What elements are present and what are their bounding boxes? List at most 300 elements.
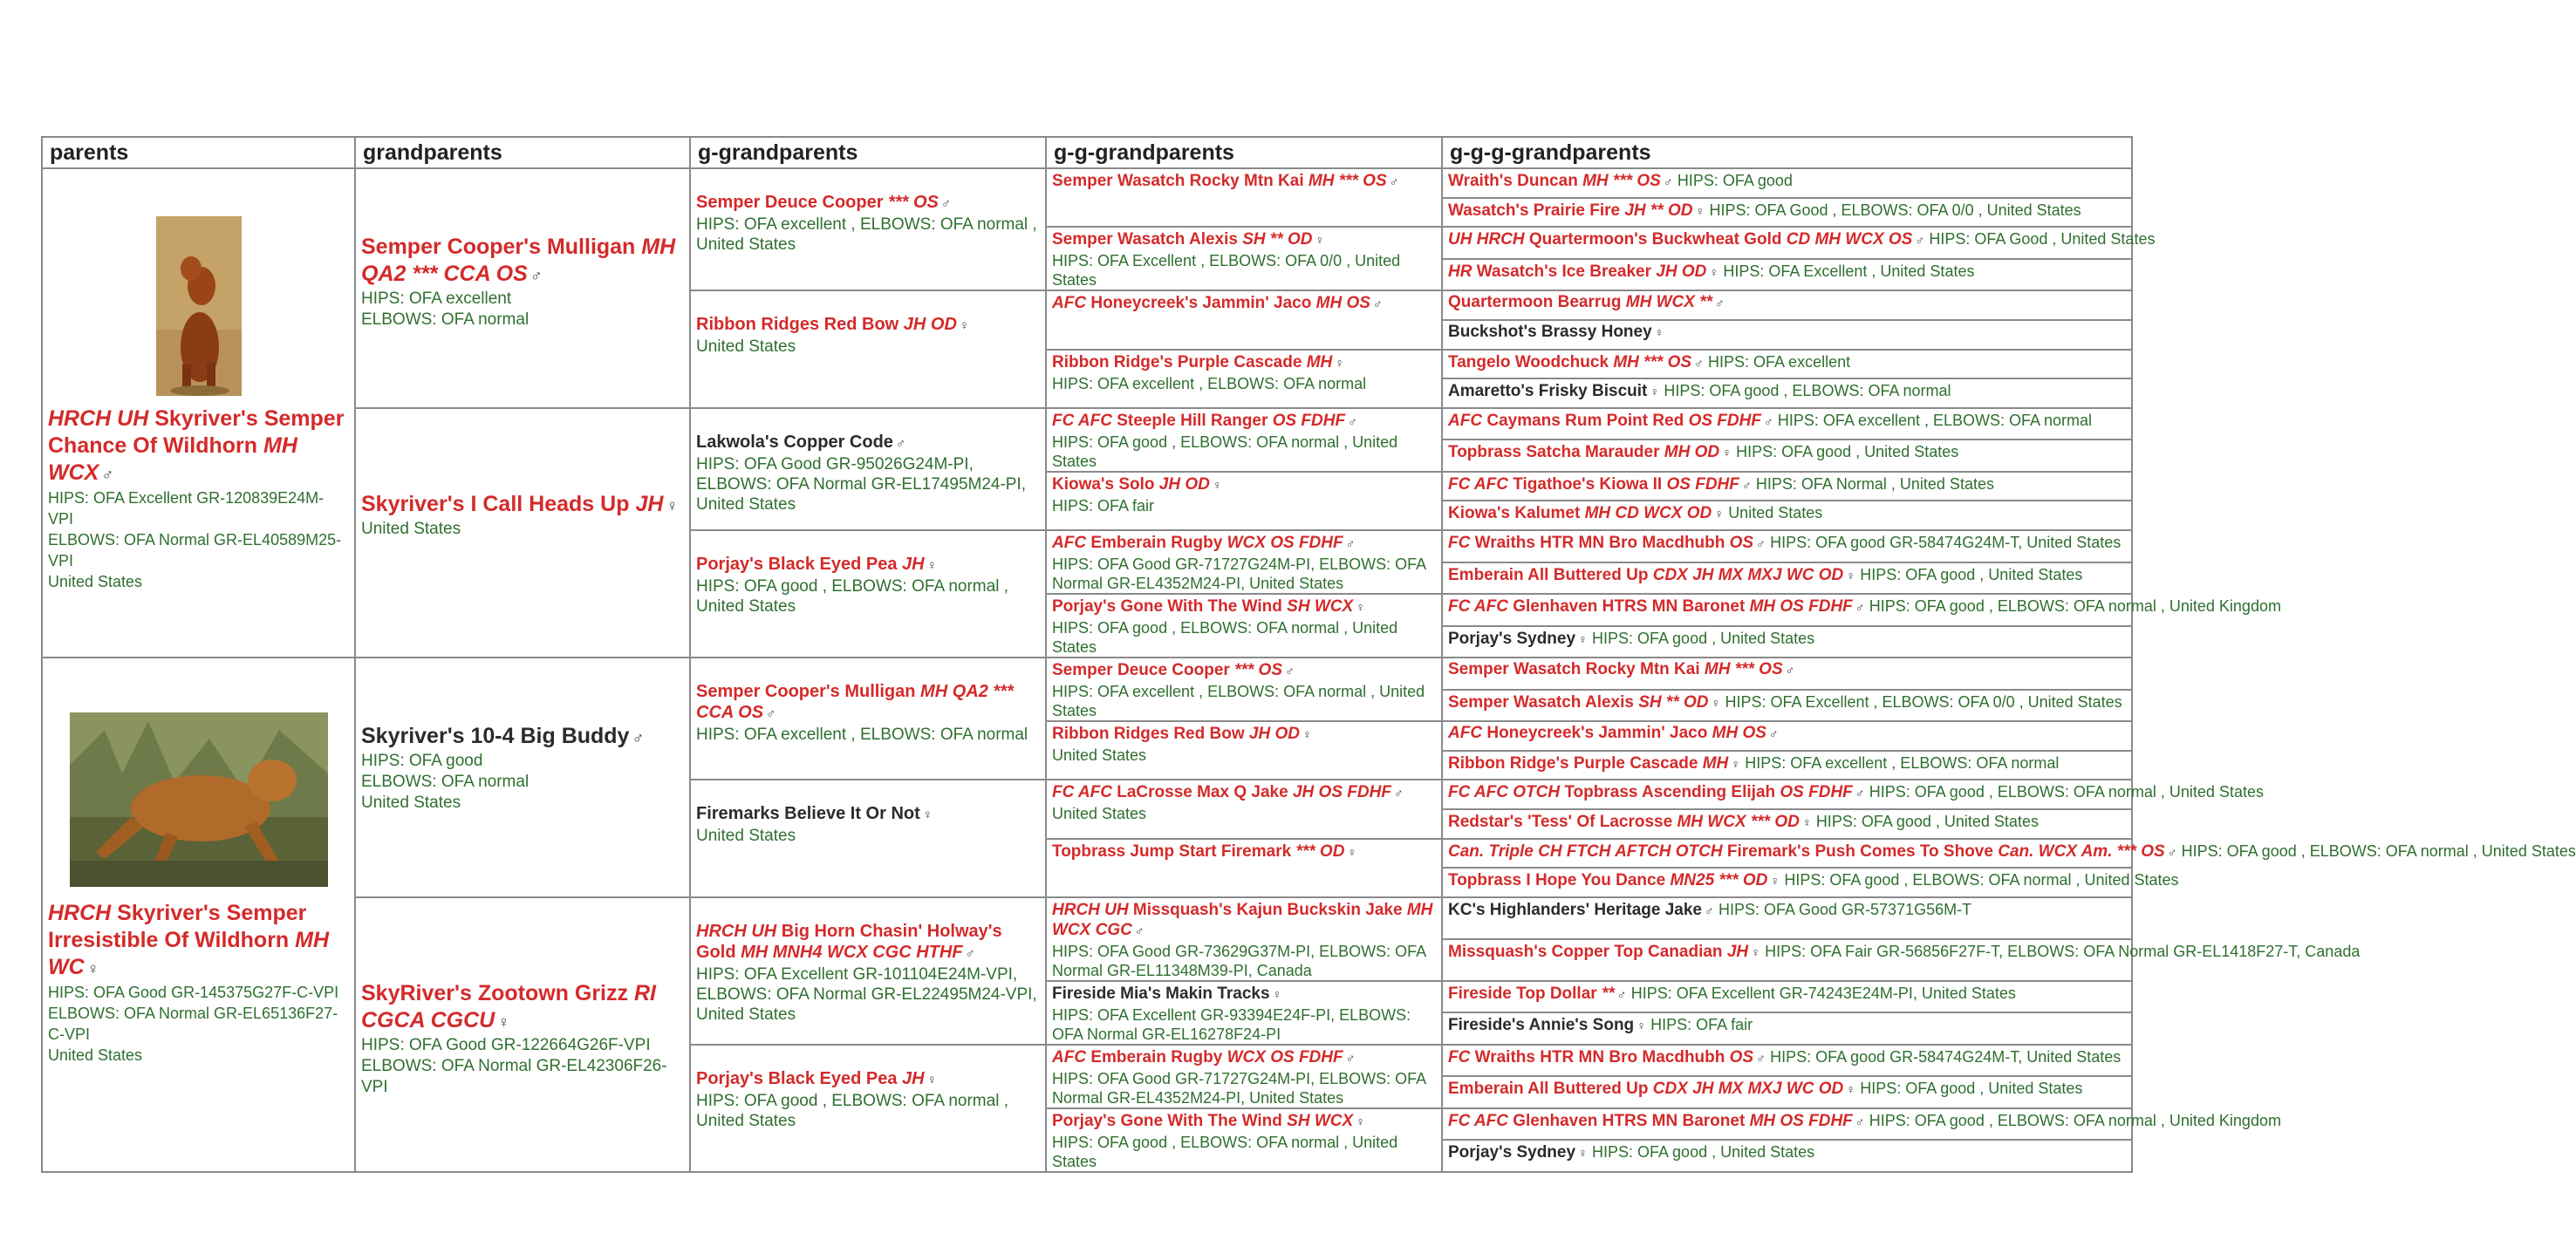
dog-health-info: HIPS: OFA Excellent , ELBOWS: OFA 0/0 , United States xyxy=(1725,692,2122,711)
g-g-g-grandparent-cell xyxy=(1442,939,2361,981)
dog-suffix: OS FDHF xyxy=(1780,783,1853,802)
dog-name[interactable]: Wasatch's Prairie Fire xyxy=(1448,201,1621,220)
dog-name[interactable]: Missquash's Kajun Buckskin Jake xyxy=(1132,900,1403,919)
dog-health-info: HIPS: OFA excellent , ELBOWS: OFA normal xyxy=(1745,753,2060,772)
sex-icon: ♂ xyxy=(1855,787,1865,801)
g-g-g-grandparent-cell xyxy=(1442,350,2132,379)
dog-titles: FC AFC xyxy=(1052,783,1112,802)
dog-health-info: HIPS: OFA Good GR-122664G26F-VPI xyxy=(361,1035,651,1054)
g-g-g-grandparent-cell xyxy=(1442,259,2132,291)
c5-dog xyxy=(1443,351,2131,373)
pedigree-row xyxy=(42,897,2132,939)
dog-health-info: HIPS: OFA excellent , ELBOWS: OFA normal , United States xyxy=(696,215,1037,254)
sex-icon: ♂ xyxy=(1616,987,1627,1002)
grandparent-cell xyxy=(355,897,690,1172)
dog-health-info: United States xyxy=(361,519,461,538)
dog-name[interactable]: Honeycreek's Jammin' Jaco xyxy=(1486,724,1708,742)
dog-health-info: United States xyxy=(696,827,796,846)
dog-suffix: JH xyxy=(902,555,925,574)
g-g-g-grandparent-cell xyxy=(1442,780,2264,809)
dog-suffix: SH WCX xyxy=(1287,597,1354,616)
pedigree-row xyxy=(42,168,2132,198)
dog-name[interactable]: Semper Wasatch Alexis xyxy=(1052,230,1238,249)
dog-suffix: JH xyxy=(635,491,664,516)
dog-suffix: MH *** OS xyxy=(1613,352,1692,371)
dog-name-line xyxy=(1052,353,1344,371)
g-g-grandparent-cell xyxy=(1046,530,1442,594)
dog-suffix: JH OD xyxy=(903,315,957,335)
dog-name[interactable]: Firemarks Believe It Or Not xyxy=(696,804,920,824)
dog-health-info: HIPS: OFA Excellent GR-93394E24F-PI, ELBOWS: OFA Normal GR-EL16278F24-PI xyxy=(1052,1005,1411,1043)
dog-health-info: HIPS: OFA good , United States xyxy=(1736,443,1959,461)
g-grandparent-cell xyxy=(690,780,1046,897)
header-g-g-grandparents: g-g-grandparents xyxy=(1046,137,1442,168)
dog-name[interactable]: Porjay's Sydney xyxy=(1448,1143,1576,1162)
dog-name-line xyxy=(1448,262,1718,281)
dog-name[interactable]: Semper Deuce Cooper xyxy=(1052,661,1230,679)
sex-icon: ♀ xyxy=(1347,845,1357,860)
dog-health-info: HIPS: OFA fair xyxy=(1052,496,1155,514)
c4-dog xyxy=(1047,658,1441,720)
sex-icon: ♂ xyxy=(1389,175,1399,189)
dog-health-info: United States xyxy=(361,794,461,812)
c4-dog xyxy=(1047,531,1441,593)
dog-name[interactable]: Skyriver's 10-4 Big Buddy xyxy=(361,724,630,748)
sex-icon: ♀ xyxy=(1846,1083,1855,1098)
dog-name[interactable]: Wasatch's Ice Breaker xyxy=(1476,262,1651,281)
dog-health-info: United States xyxy=(1728,504,1823,522)
dog-health-info: ELBOWS: OFA normal xyxy=(361,773,530,791)
g-grandparent-cell xyxy=(690,1045,1046,1172)
dog-name[interactable]: Wraiths HTR MN Bro Macdhubh xyxy=(1474,1047,1725,1066)
sex-icon: ♂ xyxy=(632,728,645,746)
dog-suffix: MH *** OS xyxy=(1582,172,1661,190)
dog-titles: HRCH UH xyxy=(1052,900,1129,919)
dog-name[interactable]: Missquash's Copper Top Canadian xyxy=(1448,942,1723,961)
dog-titles: FC AFC xyxy=(1448,1111,1508,1130)
c5-dog xyxy=(1443,291,2131,313)
dog-name-line xyxy=(1052,725,1312,743)
dog-name-line xyxy=(1448,566,1855,584)
dog-name-line xyxy=(1448,783,1864,801)
g-g-g-grandparent-cell xyxy=(1442,1012,2132,1045)
dog-name-line xyxy=(1052,661,1295,679)
c3-dog xyxy=(691,531,1045,617)
c5-dog xyxy=(1443,722,2131,744)
dog-name[interactable]: Steeple Hill Ranger xyxy=(1117,411,1268,430)
dog-health-info: ELBOWS: OFA Normal GR-EL40589M25-VPI xyxy=(48,531,342,569)
dog-name-line xyxy=(1052,534,1355,552)
g-grandparent-cell xyxy=(690,408,1046,530)
dog-name[interactable]: Semper Wasatch Rocky Mtn Kai xyxy=(1052,172,1304,190)
c5-dog xyxy=(1443,1141,2131,1163)
dog-name-line xyxy=(1448,842,2176,861)
grandparent-cell xyxy=(355,658,690,897)
dog-suffix: CDX JH MX MXJ WC OD xyxy=(1652,1080,1844,1099)
dog-suffix: CDX JH MX MXJ WC OD xyxy=(1652,565,1844,584)
g-g-grandparent-cell xyxy=(1046,408,1442,472)
dog-suffix: RI CGCA CGCU xyxy=(361,980,656,1032)
pedigree-table xyxy=(41,136,2576,1173)
dog-name-line xyxy=(1448,754,1740,773)
dog-suffix: JH OS FDHF xyxy=(1292,783,1391,802)
dog-name[interactable]: Emberain All Buttered Up xyxy=(1448,565,1649,584)
dog-health-info: HIPS: OFA good GR-58474G24M-T, United States xyxy=(1770,1047,2122,1066)
c5-dog xyxy=(1443,982,2131,1005)
dog-name-line xyxy=(1448,201,1705,220)
g-g-grandparent-cell xyxy=(1046,350,1442,408)
g-g-g-grandparent-cell xyxy=(1442,1140,2132,1172)
dog-name[interactable]: Skyriver's Semper Chance Of Wildhorn xyxy=(48,406,345,458)
dog-health-info: HIPS: OFA Good GR-73629G37M-PI, ELBOWS: OFA Normal GR-EL11348M39-PI, Canada xyxy=(1052,942,1426,979)
dog-name[interactable]: Porjay's Gone With The Wind xyxy=(1052,1111,1282,1130)
dog-name[interactable]: Quartermoon's Buckwheat Gold xyxy=(1528,230,1782,249)
sex-icon: ♂ xyxy=(1741,478,1752,493)
dog-name-line xyxy=(696,555,937,574)
g-g-g-grandparent-cell xyxy=(1442,530,2132,562)
dog-health-info: HIPS: OFA excellent , ELBOWS: OFA normal , United States xyxy=(1052,683,1425,719)
sex-icon: ♂ xyxy=(1694,356,1704,371)
dog-titles: HR xyxy=(1448,262,1472,281)
c5-dog xyxy=(1443,1046,2131,1068)
sex-icon: ♂ xyxy=(965,945,975,961)
dog-suffix: *** OS xyxy=(1234,661,1282,679)
dog-suffix: OS xyxy=(1729,1047,1754,1066)
g-g-g-grandparent-cell xyxy=(1442,690,2132,722)
dog-titles: AFC xyxy=(1052,294,1087,313)
dog-suffix: OS FDHF xyxy=(1688,411,1761,430)
c5-dog xyxy=(1443,691,2131,713)
sex-icon: ♂ xyxy=(766,706,776,721)
c5-dog xyxy=(1443,1077,2131,1100)
dog-name[interactable]: Porjay's Black Eyed Pea xyxy=(696,1068,898,1088)
dog-name-line xyxy=(1448,871,1780,889)
dog-health-info: HIPS: OFA good xyxy=(1677,172,1793,189)
c5-dog xyxy=(1443,563,2131,586)
dog-name[interactable]: Ribbon Ridge's Purple Cascade xyxy=(1052,352,1302,371)
dog-name[interactable]: Kiowa's Solo xyxy=(1052,474,1155,494)
grandparent-cell xyxy=(355,168,690,408)
dog-titles: HRCH xyxy=(48,901,112,925)
dog-name[interactable]: Porjay's Sydney xyxy=(1448,629,1576,648)
dog-name[interactable]: Big Horn Chasin' Holway's Gold xyxy=(696,921,1002,962)
dog-health-info: HIPS: OFA good , ELBOWS: OFA normal , United States xyxy=(1784,871,2179,889)
dog-name[interactable]: Redstar's 'Tess' Of Lacrosse xyxy=(1448,812,1673,831)
sex-icon: ♀ xyxy=(926,1072,937,1087)
dog-health-info: HIPS: OFA good , ELBOWS: OFA normal , United Kingdom xyxy=(1869,597,2281,615)
g-grandparent-cell xyxy=(690,168,1046,290)
g-g-grandparent-cell xyxy=(1046,227,1442,290)
sex-icon: ♂ xyxy=(1763,414,1773,429)
c5-dog xyxy=(1443,780,2264,803)
c5-dog xyxy=(1443,810,2131,833)
dog-health-info: HIPS: OFA Good GR-71727G24M-PI, ELBOWS: OFA Normal GR-EL4352M24-PI, United States xyxy=(1052,555,1426,592)
c4-dog xyxy=(1047,228,1441,290)
c2-dog xyxy=(356,898,689,1098)
header-grandparents: grandparents xyxy=(355,137,690,168)
g-g-g-grandparent-cell xyxy=(1442,378,2132,408)
dog-titles: AFC xyxy=(1052,1047,1087,1066)
dog-name[interactable]: Semper Cooper's Mulligan xyxy=(696,682,916,701)
g-g-g-grandparent-cell xyxy=(1442,290,2132,320)
c3-dog xyxy=(691,409,1045,514)
dog-name-line xyxy=(361,492,678,516)
sex-icon: ♀ xyxy=(1578,632,1588,647)
c5-dog xyxy=(1443,595,2281,617)
dog-health-info: HIPS: OFA good , ELBOWS: OFA normal , United States xyxy=(1052,619,1398,656)
dog-name[interactable]: Emberain Rugby xyxy=(1090,1047,1223,1066)
c5-dog xyxy=(1443,501,2131,524)
dog-health-info: HIPS: OFA good , United States xyxy=(1592,1143,1815,1162)
dog-name-line xyxy=(1448,382,1659,400)
c2-dog xyxy=(356,169,689,330)
c5-dog xyxy=(1443,199,2131,221)
dog-suffix: SH ** OD xyxy=(1242,230,1313,249)
dog-name-line xyxy=(361,981,656,1032)
dog-name[interactable]: Glenhaven HTRS MN Baronet xyxy=(1513,1111,1746,1130)
g-g-g-grandparent-cell xyxy=(1442,839,2576,869)
dog-name[interactable]: Topbrass I Hope You Dance xyxy=(1448,871,1666,890)
c4-dog xyxy=(1047,722,1441,765)
sex-icon: ♂ xyxy=(1285,664,1295,678)
dog-suffix: MH WCX CGC xyxy=(1052,900,1433,939)
dog-name[interactable]: Semper Wasatch Rocky Mtn Kai xyxy=(1448,660,1700,678)
c1-dog xyxy=(43,897,354,1066)
sex-icon: ♂ xyxy=(530,266,543,284)
sex-icon: ♂ xyxy=(1663,175,1673,189)
g-g-g-grandparent-cell xyxy=(1442,868,2179,897)
dog-name-line xyxy=(1448,901,1714,919)
dog-name-line xyxy=(48,406,344,485)
g-g-g-grandparent-cell xyxy=(1442,981,2132,1013)
dog-name-line xyxy=(1052,412,1357,430)
g-g-g-grandparent-cell xyxy=(1442,320,2132,350)
dog-name[interactable]: Skyriver's I Call Heads Up xyxy=(361,491,630,516)
dog-name[interactable]: Quartermoon Bearrug xyxy=(1448,293,1622,312)
dog-name[interactable]: Fireside Mia's Makin Tracks xyxy=(1052,984,1270,1003)
dog-suffix: OS FDHF xyxy=(1272,411,1346,430)
dog-name-line xyxy=(1448,323,1664,341)
dog-name[interactable]: Tangelo Woodchuck xyxy=(1448,352,1609,371)
c3-dog xyxy=(691,291,1045,357)
dog-name-line xyxy=(1448,943,1760,961)
dog-suffix: MH xyxy=(1702,753,1729,773)
c5-dog xyxy=(1443,869,2179,891)
dog-name[interactable]: Amaretto's Frisky Biscuit xyxy=(1448,382,1648,401)
dog-health-info: HIPS: OFA excellent xyxy=(1708,352,1851,371)
g-g-g-grandparent-cell xyxy=(1442,562,2132,595)
c5-dog xyxy=(1443,940,2361,963)
sex-icon: ♂ xyxy=(1393,787,1404,801)
c4-dog xyxy=(1047,1046,1441,1107)
dog-name[interactable]: Wraiths HTR MN Bro Macdhubh xyxy=(1474,534,1725,552)
dog-suffix: MH *** OS xyxy=(1308,172,1387,190)
dog-name-line xyxy=(1448,534,1766,552)
dog-name[interactable]: SkyRiver's Zootown Grizz xyxy=(361,980,629,1005)
dog-name[interactable]: Firemark's Push Comes To Shove xyxy=(1726,842,1993,861)
dog-name[interactable]: Fireside Top Dollar xyxy=(1448,984,1597,1003)
dog-name-line xyxy=(1052,597,1365,616)
c3-dog xyxy=(691,780,1045,846)
dog-name[interactable]: Porjay's Gone With The Wind xyxy=(1052,597,1282,616)
dog-name-line xyxy=(696,433,905,452)
g-g-g-grandparent-cell xyxy=(1442,472,2132,501)
c5-dog xyxy=(1443,898,2131,921)
g-g-grandparent-cell xyxy=(1046,839,1442,897)
dog-name-line xyxy=(696,1069,937,1088)
dog-health-info: HIPS: OFA Good GR-95026G24M-PI, ELBOWS: OFA Normal GR-EL17495M24-PI, United States xyxy=(696,454,1027,514)
dog-name-line xyxy=(1448,660,1794,678)
c2-dog xyxy=(356,658,689,814)
dog-name-line xyxy=(696,193,951,212)
dog-name-line xyxy=(696,682,1014,722)
g-g-g-grandparent-cell xyxy=(1442,809,2132,839)
dog-name[interactable]: Tigathoe's Kiowa II xyxy=(1513,474,1663,494)
sex-icon: ♂ xyxy=(1855,1114,1865,1129)
g-grandparent-cell xyxy=(690,290,1046,408)
dog-name[interactable]: Semper Deuce Cooper xyxy=(696,193,884,212)
dog-name[interactable]: Fireside's Annie's Song xyxy=(1448,1016,1635,1035)
sex-icon: ♀ xyxy=(497,1012,510,1031)
dog-health-info: HIPS: OFA Excellent GR-120839E24M-VPI xyxy=(48,489,325,528)
dog-name[interactable]: Honeycreek's Jammin' Jaco xyxy=(1090,294,1312,313)
g-g-g-grandparent-cell xyxy=(1442,198,2132,228)
dog-name[interactable]: Lakwola's Copper Code xyxy=(696,432,893,452)
g-grandparent-cell xyxy=(690,530,1046,658)
dog-health-info: United States xyxy=(48,1046,143,1064)
g-g-grandparent-cell xyxy=(1046,1108,1442,1172)
dog-name[interactable]: Ribbon Ridges Red Bow xyxy=(696,315,899,335)
dog-suffix: MH WCX xyxy=(48,433,297,485)
sex-icon: ♂ xyxy=(940,196,952,211)
c4-dog xyxy=(1047,291,1441,315)
dog-health-info: HIPS: OFA excellent , ELBOWS: OFA normal xyxy=(1052,374,1367,392)
dog-suffix: MH CD WCX OD xyxy=(1584,504,1712,523)
g-g-g-grandparent-cell xyxy=(1442,751,2132,780)
dog-titles: FC AFC xyxy=(1052,411,1112,430)
sex-icon: ♂ xyxy=(1756,1051,1766,1066)
dog-suffix: MH WCX ** xyxy=(1625,293,1712,312)
dog-suffix: MH OS FDHF xyxy=(1749,1111,1853,1130)
dog-name[interactable]: Porjay's Black Eyed Pea xyxy=(696,555,898,574)
sex-icon: ♂ xyxy=(101,465,114,483)
dog-suffix: WCX OS FDHF xyxy=(1227,1047,1343,1066)
g-g-g-grandparent-cell xyxy=(1442,440,2132,472)
g-g-g-grandparent-cell xyxy=(1442,658,2132,690)
dog-name[interactable]: Semper Wasatch Alexis xyxy=(1448,692,1634,712)
c5-dog xyxy=(1443,627,2131,650)
dog-name-line xyxy=(1448,1080,1855,1098)
dog-suffix: SH WCX xyxy=(1287,1111,1354,1130)
dog-suffix: *** OD xyxy=(1295,842,1345,861)
sex-icon: ♂ xyxy=(1768,727,1779,741)
c5-dog xyxy=(1443,228,2156,250)
dog-name-line xyxy=(361,724,645,748)
dog-name-line xyxy=(1052,230,1324,249)
dog-name[interactable]: Ribbon Ridge's Purple Cascade xyxy=(1448,753,1698,773)
dog-suffix: JH OD xyxy=(1158,474,1210,494)
dog-name-line xyxy=(1448,1112,1864,1130)
c2-dog xyxy=(356,409,689,540)
dog-name[interactable]: Buckshot's Brassy Honey xyxy=(1448,322,1652,341)
dog-suffix: SH ** OD xyxy=(1638,692,1709,712)
dog-name-line xyxy=(1448,1048,1766,1066)
dog-health-info: HIPS: OFA Good , ELBOWS: OFA 0/0 , United States xyxy=(1709,201,2081,219)
sex-icon: ♀ xyxy=(1335,356,1344,371)
g-g-grandparent-cell xyxy=(1046,721,1442,780)
dog-name[interactable]: Glenhaven HTRS MN Baronet xyxy=(1513,597,1746,616)
c4-dog xyxy=(1047,840,1441,863)
g-g-grandparent-cell xyxy=(1046,897,1442,981)
dog-titles: UH HRCH xyxy=(1448,230,1525,249)
dog-name[interactable]: Emberain Rugby xyxy=(1090,534,1223,552)
dog-name[interactable]: Skyriver's Semper Irresistible Of Wildhorn xyxy=(48,901,307,952)
c5-dog xyxy=(1443,1013,2131,1036)
dog-name[interactable]: Semper Cooper's Mulligan xyxy=(361,235,636,259)
dog-name-line xyxy=(1448,412,1773,430)
sex-icon: ♂ xyxy=(1915,234,1925,249)
dog-health-info: HIPS: OFA good GR-58474G24M-T, United States xyxy=(1770,534,2122,551)
c5-dog xyxy=(1443,840,2576,862)
dog-suffix: MH WC xyxy=(48,928,330,979)
dog-health-info: HIPS: OFA Good GR-145375G27F-C-VPI xyxy=(48,984,339,1001)
dog-health-info: HIPS: OFA good , ELBOWS: OFA normal , United States xyxy=(696,577,1008,616)
dog-health-info: HIPS: OFA good , ELBOWS: OFA normal , United Kingdom xyxy=(1869,1111,2281,1129)
sex-icon: ♀ xyxy=(1654,325,1664,340)
dog-name[interactable]: Caymans Rum Point Red xyxy=(1486,411,1684,430)
dog-name[interactable]: Wraith's Duncan xyxy=(1448,172,1578,190)
sex-icon: ♀ xyxy=(1650,385,1660,400)
dog-name-line xyxy=(1052,172,1398,190)
header-parents: parents xyxy=(42,137,355,168)
c5-dog xyxy=(1443,321,2131,343)
dog-suffix: MH OS xyxy=(1315,294,1370,313)
dog-name[interactable]: LaCrosse Max Q Jake xyxy=(1117,783,1288,802)
g-g-grandparent-cell xyxy=(1046,168,1442,227)
c3-dog xyxy=(691,169,1045,255)
dog-name[interactable]: Ribbon Ridges Red Bow xyxy=(1052,725,1245,743)
dog-name[interactable]: Emberain All Buttered Up xyxy=(1448,1080,1649,1099)
dog-name[interactable]: Topbrass Jump Start Firemark xyxy=(1052,842,1292,861)
c3-dog xyxy=(691,898,1045,1025)
dog-name[interactable]: Kiowa's Kalumet xyxy=(1448,504,1581,523)
dog-health-info: HIPS: OFA good xyxy=(361,752,483,770)
dog-name-line xyxy=(48,901,329,979)
dog-name-line xyxy=(1448,630,1588,648)
c5-dog xyxy=(1443,440,2131,463)
dog-suffix: CD MH WCX OS xyxy=(1786,230,1913,249)
dog-name[interactable]: Topbrass Satcha Marauder xyxy=(1448,443,1660,462)
g-g-grandparent-cell xyxy=(1046,594,1442,658)
c4-dog xyxy=(1047,169,1441,193)
dog-health-info: HIPS: OFA good , ELBOWS: OFA normal , United States xyxy=(2181,842,2576,860)
dog-name-line xyxy=(1052,985,1281,1003)
dog-name-line xyxy=(1448,172,1673,190)
dog-name[interactable]: Topbrass Ascending Elijah xyxy=(1564,783,1776,802)
dog-health-info: United States xyxy=(48,573,143,590)
g-g-grandparent-cell xyxy=(1046,658,1442,721)
dog-titles: FC xyxy=(1448,534,1471,552)
sex-icon: ♀ xyxy=(1302,728,1312,742)
dog-suffix: JH OD xyxy=(1656,262,1707,281)
dog-health-info: HIPS: OFA Good GR-57371G56M-T xyxy=(1718,900,1972,918)
dog-health-info: HIPS: OFA Excellent , United States xyxy=(1723,262,1975,280)
dog-suffix: *** OS xyxy=(888,193,939,212)
sex-icon: ♀ xyxy=(1212,478,1222,493)
dog-suffix: OS FDHF xyxy=(1666,474,1739,494)
dog-name-line xyxy=(1448,813,1812,831)
dog-name[interactable]: KC's Highlanders' Heritage Jake xyxy=(1448,900,1702,919)
